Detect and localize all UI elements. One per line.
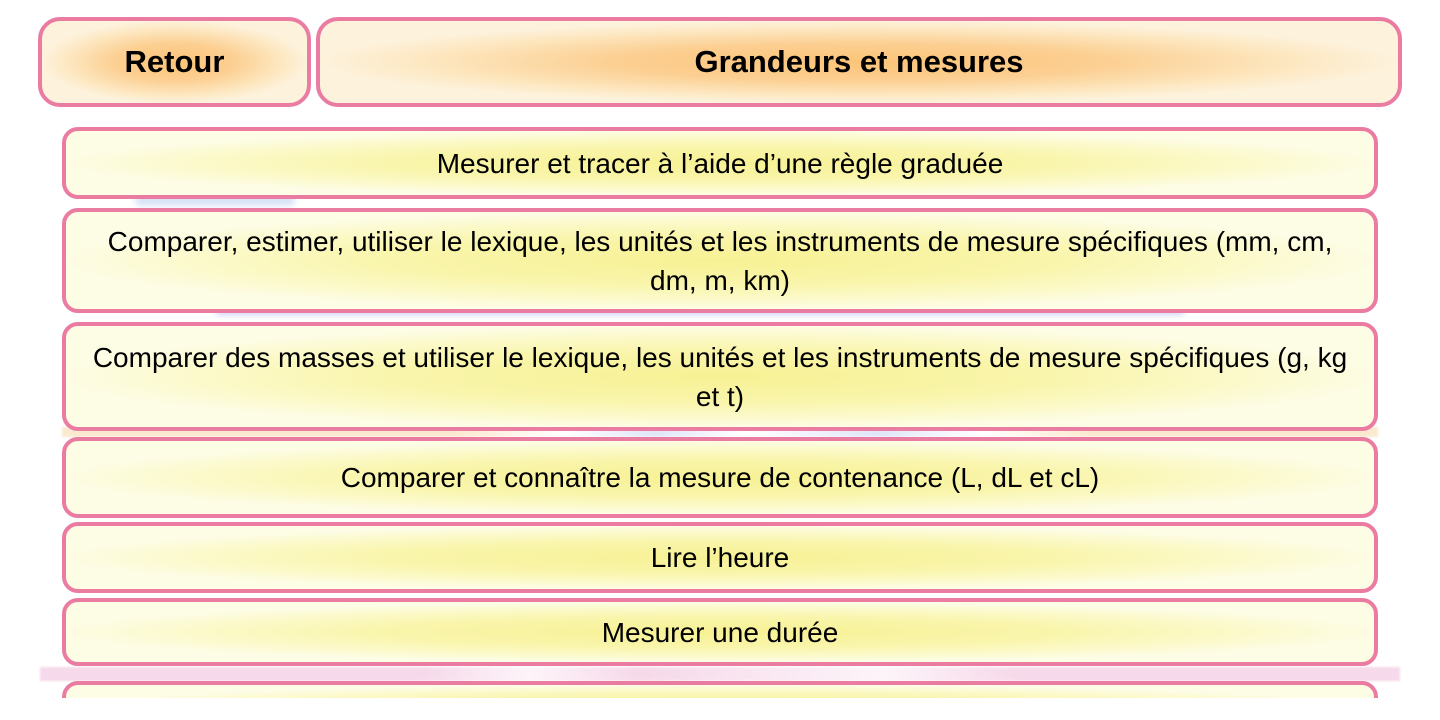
menu-item-label: Lire l’heure: [650, 542, 790, 573]
page-title: [316, 17, 1402, 107]
page-title-label: Grandeurs et mesures: [694, 44, 1024, 79]
menu-item-partial[interactable]: [62, 681, 1378, 720]
menu-item-label: Mesurer et tracer à l’aide d’une règle graduée: [436, 147, 1004, 179]
back-button[interactable]: [38, 17, 311, 107]
background-artifact-pink-band: [40, 667, 1400, 681]
menu-item-contenance[interactable]: [62, 437, 1378, 518]
menu-item-mesurer-regle[interactable]: [62, 127, 1378, 199]
menu-item-label: Comparer des masses et utiliser le lexique, les unités et les instruments de mesure spécifiques (g, kg et t): [92, 341, 1348, 412]
menu-item-lire-heure[interactable]: [62, 522, 1378, 593]
menu-item-label: Mesurer une durée: [601, 616, 839, 648]
menu-item-mesurer-duree[interactable]: [62, 598, 1378, 666]
menu-item-comparer-masses[interactable]: [62, 322, 1378, 431]
menu-item-comparer-longueurs[interactable]: [62, 208, 1378, 313]
back-button-label: Retour: [124, 44, 225, 79]
menu-item-label: Comparer et connaître la mesure de contenance (L, dL et cL): [340, 462, 1100, 493]
menu-item-label: Comparer, estimer, utiliser le lexique, les unités et les instruments de mesure spécifiques (mm, cm, dm, m, km): [107, 225, 1333, 296]
